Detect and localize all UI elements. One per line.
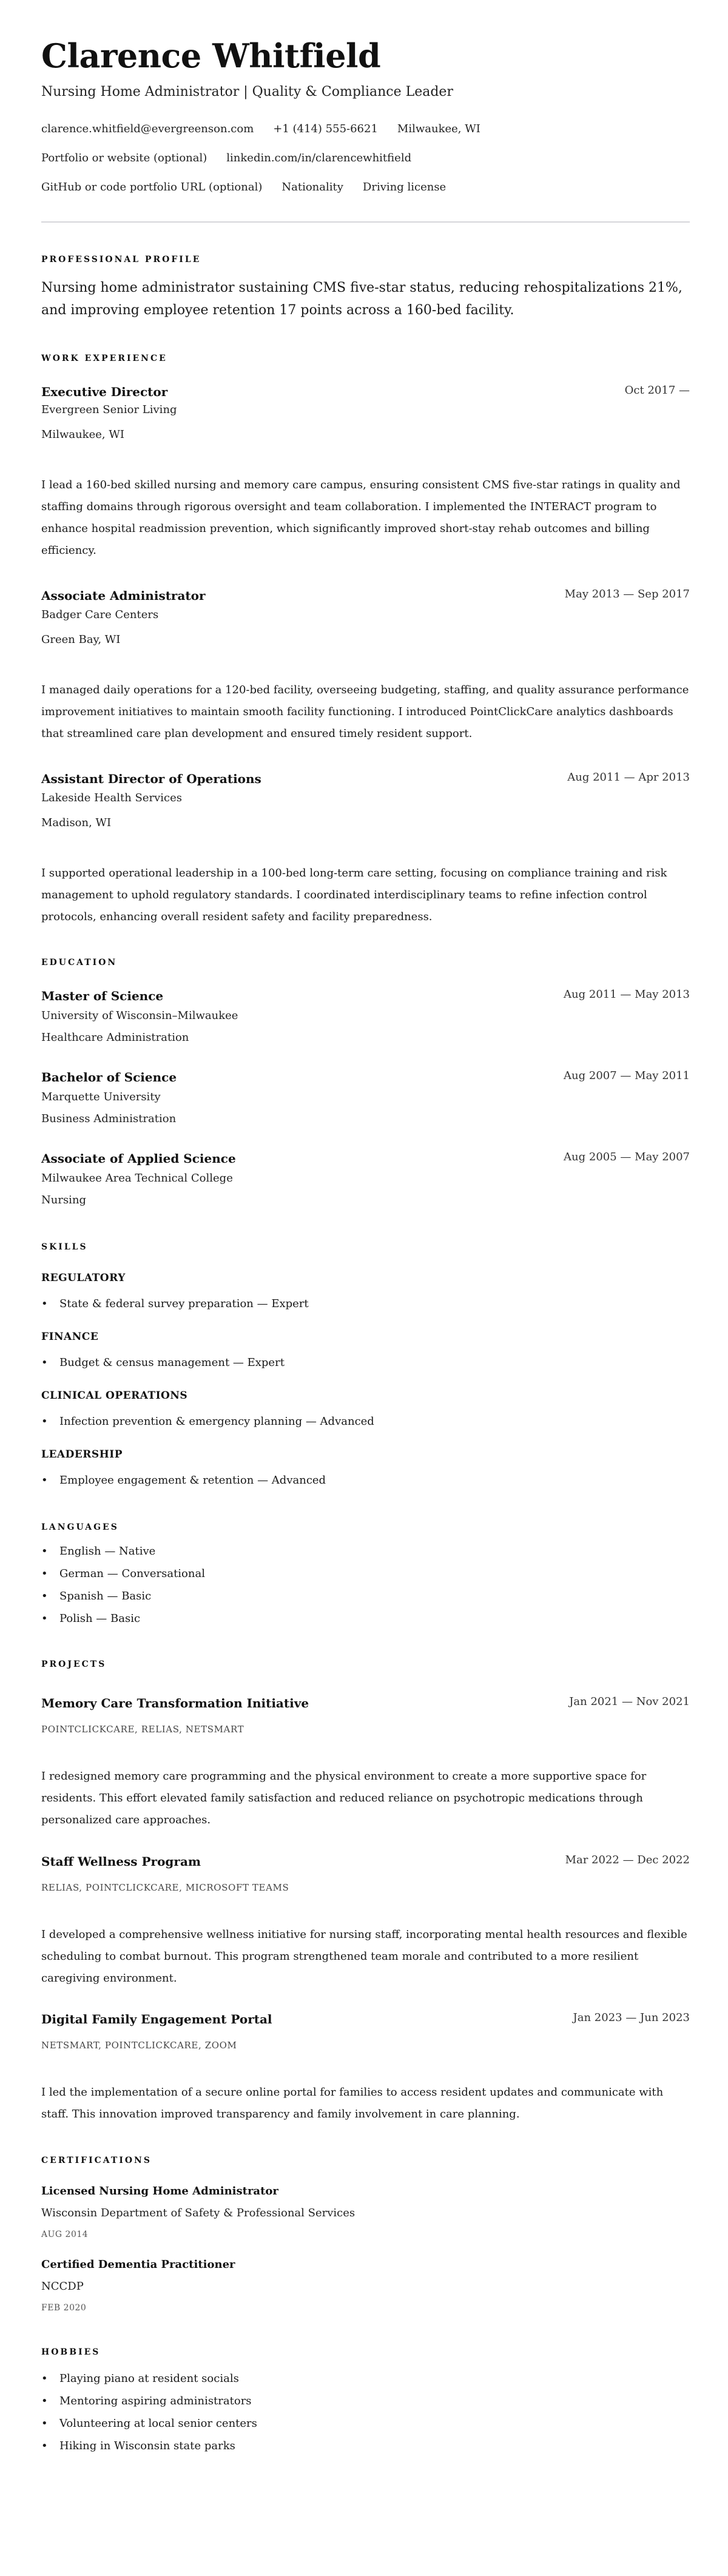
degree: Master of Science	[41, 989, 164, 1003]
school: Marquette University	[41, 1091, 161, 1103]
skill-group-title: REGULATORY	[41, 1272, 126, 1284]
email[interactable]: clarence.whitfield@evergreenson.com	[41, 123, 254, 135]
skill-item: • Employee engagement & retention — Advanced	[41, 1473, 690, 1488]
education-date: Aug 2007 — May 2011	[564, 1069, 690, 1082]
field-of-study: Business Administration	[41, 1112, 177, 1125]
skill-group-title: CLINICAL OPERATIONS	[41, 1390, 188, 1402]
hobby-item: • Volunteering at local senior centers	[41, 2412, 690, 2435]
nationality: Nationality	[281, 181, 343, 193]
language-item: • English — Native	[41, 1540, 690, 1562]
job-date: Oct 2017 —	[624, 384, 690, 397]
skill-list	[41, 1296, 690, 1312]
linkedin-link[interactable]: linkedin.com/in/clarencewhitfield	[226, 152, 412, 164]
certification-issuer: NCCDP	[41, 2280, 84, 2293]
project-entry	[41, 1695, 690, 1831]
company: Evergreen Senior Living	[41, 403, 177, 416]
field-of-study: Nursing	[41, 1194, 87, 1206]
project-description: I redesigned memory care programming and the physical environment to create a more supportive space for residents. This effort elevated family satisfaction and reduced reliance on psychotropic medications through personalized care approaches.	[41, 1770, 647, 1826]
project-date: Jan 2023 — Jun 2023	[573, 2011, 690, 2024]
job-description: I lead a 160-bed skilled nursing and memory care campus, ensuring consistent CMS five-star ratings in quality and staffing domains through rigorous oversight and team collaboration. I implemented the INTERACT program to enhance hospital readmission prevention, which significantly improved short-stay rehab outcomes and billing efficiency.	[41, 479, 681, 557]
project-title: Digital Family Engagement Portal	[41, 2012, 272, 2026]
language-item: • Spanish — Basic	[41, 1585, 690, 1607]
project-date: Jan 2021 — Nov 2021	[569, 1695, 690, 1708]
project-description: I developed a comprehensive wellness initiative for nursing staff, incorporating mental health resources and flexible scheduling to combat burnout. This program strengthened team morale and contributed to a more resilient caregiving environment.	[41, 1928, 687, 1985]
certification-name: Licensed Nursing Home Administrator	[41, 2185, 278, 2198]
section-title-certifications: CERTIFICATIONS	[41, 2156, 152, 2165]
certification-issuer: Wisconsin Department of Safety & Professional Services	[41, 2207, 356, 2219]
job-date: May 2013 — Sep 2017	[564, 588, 690, 600]
section-title-languages: LANGUAGES	[41, 1522, 119, 1532]
contact-row	[41, 120, 690, 138]
project-tech: NETSMART, POINTCLICKCARE, ZOOM	[41, 2040, 237, 2051]
skill-item: • State & federal survey preparation — Expert	[41, 1296, 690, 1312]
skill-list	[41, 1355, 690, 1371]
divider	[41, 221, 690, 223]
company: Badger Care Centers	[41, 608, 159, 621]
skill-group-title: FINANCE	[41, 1331, 99, 1343]
links-row	[41, 149, 690, 167]
experience-entry	[41, 770, 690, 928]
job-date: Aug 2011 — Apr 2013	[567, 771, 690, 784]
project-description: I led the implementation of a secure online portal for families to access resident updates and communicate with staff. This innovation improved transparency and family involvement in care planning.	[41, 2086, 664, 2120]
project-entry	[41, 1853, 690, 1989]
experience-entry	[41, 587, 690, 745]
project-entry	[41, 2011, 690, 2125]
certification-name: Certified Dementia Practitioner	[41, 2258, 235, 2271]
job-description: I managed daily operations for a 120-bed facility, overseeing budgeting, staffing, and quality assurance performance improvement initiatives to maintain smooth facility functioning. I introduced PointClickCare analytics dashboards that streamlined care plan development and ensured timely resident support.	[41, 684, 689, 740]
hobby-item: • Playing piano at resident socials	[41, 2367, 690, 2390]
section-title-skills: SKILLS	[41, 1242, 88, 1252]
hobby-list	[41, 2367, 690, 2457]
degree: Associate of Applied Science	[41, 1151, 236, 1166]
skill-item: • Infection prevention & emergency planning — Advanced	[41, 1414, 690, 1430]
school: University of Wisconsin–Milwaukee	[41, 1009, 238, 1022]
section-title-projects: PROJECTS	[41, 1660, 107, 1669]
phone[interactable]: +1 (414) 555-6621	[273, 123, 378, 135]
school: Milwaukee Area Technical College	[41, 1172, 233, 1185]
field-of-study: Healthcare Administration	[41, 1031, 189, 1044]
job-location: Madison, WI	[41, 816, 112, 829]
certification-date: FEB 2020	[41, 2303, 87, 2313]
project-tech: RELIAS, POINTCLICKCARE, MICROSOFT TEAMS	[41, 1882, 289, 1893]
certification-date: AUG 2014	[41, 2230, 89, 2239]
job-title: Executive Director	[41, 385, 168, 399]
education-entry	[41, 1150, 690, 1208]
job-title: Assistant Director of Operations	[41, 772, 261, 786]
job-location: Milwaukee, WI	[41, 428, 124, 441]
extra-row	[41, 178, 690, 197]
language-item: • Polish — Basic	[41, 1607, 690, 1630]
certification-entry	[41, 2258, 690, 2314]
experience-entry	[41, 383, 690, 562]
hobby-item: • Hiking in Wisconsin state parks	[41, 2435, 690, 2457]
location: Milwaukee, WI	[397, 123, 480, 135]
github-link[interactable]: GitHub or code portfolio URL (optional)	[41, 181, 263, 193]
project-tech: POINTCLICKCARE, RELIAS, NETSMART	[41, 1724, 244, 1735]
section-title-education: EDUCATION	[41, 958, 118, 967]
resume	[41, 0, 690, 2457]
education-date: Aug 2005 — May 2007	[564, 1151, 690, 1163]
language-item: • German — Conversational	[41, 1562, 690, 1585]
section-title-hobbies: HOBBIES	[41, 2347, 101, 2357]
project-date: Mar 2022 — Dec 2022	[565, 1854, 690, 1866]
profile-summary: Nursing home administrator sustaining CMS five-star status, reducing rehospitalizations 21%, and improving employee retention 17 points across a 160-bed facility.	[41, 280, 682, 318]
project-title: Staff Wellness Program	[41, 1854, 201, 1869]
job-description: I supported operational leadership in a 100-bed long-term care setting, focusing on compliance training and risk management to uphold regulatory standards. I coordinated interdisciplinary teams to refine infection control protocols, enhancing overall resident safety and facility preparedness.	[41, 867, 667, 923]
skill-list	[41, 1414, 690, 1430]
skill-list	[41, 1473, 690, 1488]
skill-item: • Budget & census management — Expert	[41, 1355, 690, 1371]
project-title: Memory Care Transformation Initiative	[41, 1696, 309, 1710]
language-list	[41, 1540, 690, 1630]
company: Lakeside Health Services	[41, 792, 183, 804]
job-location: Green Bay, WI	[41, 633, 121, 646]
degree: Bachelor of Science	[41, 1070, 177, 1085]
education-entry	[41, 987, 690, 1046]
driving-license: Driving license	[362, 181, 447, 193]
hobby-item: • Mentoring aspiring administrators	[41, 2390, 690, 2412]
education-entry	[41, 1069, 690, 1127]
candidate-name: Clarence Whitfield	[41, 36, 381, 75]
section-title-experience: WORK EXPERIENCE	[41, 354, 167, 363]
portfolio-link[interactable]: Portfolio or website (optional)	[41, 152, 207, 164]
headline: Nursing Home Administrator | Quality & Compliance Leader	[41, 84, 453, 99]
education-date: Aug 2011 — May 2013	[564, 988, 690, 1001]
section-title-profile: PROFESSIONAL PROFILE	[41, 255, 201, 264]
certification-entry	[41, 2184, 690, 2241]
skill-group-title: LEADERSHIP	[41, 1448, 123, 1461]
job-title: Associate Administrator	[41, 588, 206, 603]
